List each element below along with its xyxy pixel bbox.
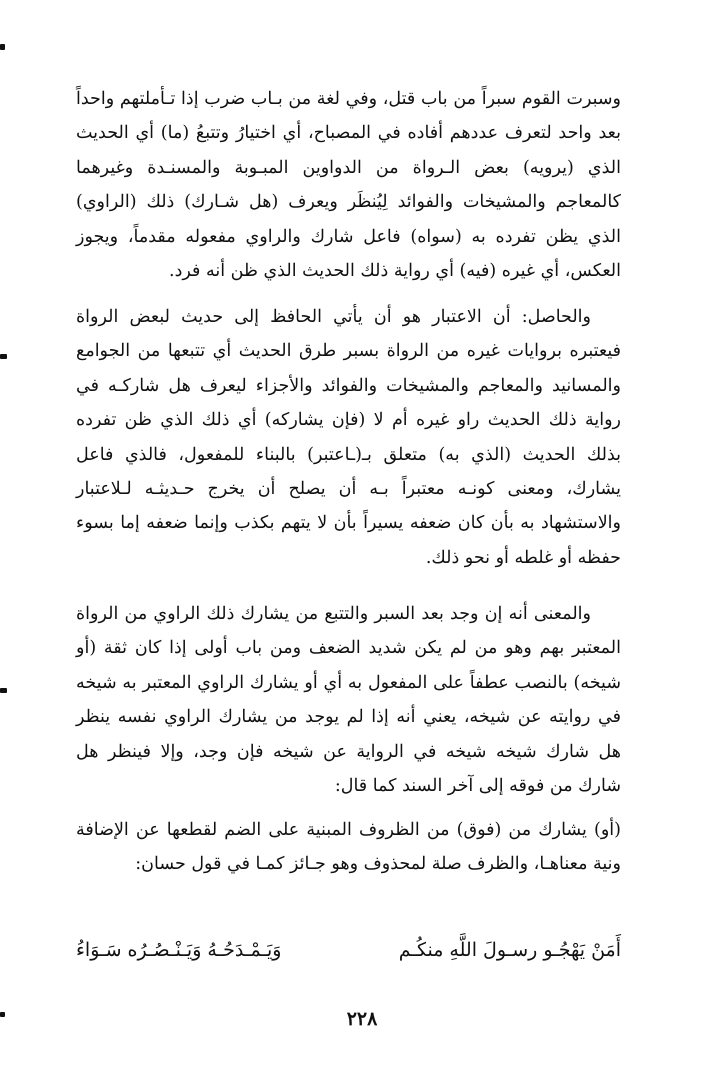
page-number: ٢٢٨: [346, 1008, 378, 1030]
margin-mark-middle-1: [0, 354, 7, 359]
paragraph-1-block: [76, 82, 621, 288]
margin-mark-top: [0, 44, 5, 50]
verse-first-hemistich: أَمَنْ يَهْجُـو رسـولَ اللَّهِ منكُـم: [398, 939, 621, 961]
paragraph-4: (أو) يشارك من (فوق) من الظروف المبنية على الضم لقطعها عن الإضافة ونية معناهـا، والظرف صلة لمحذوف وهو جـائز كمـا في قول حسان:: [76, 820, 621, 875]
paragraph-4-block: [76, 813, 621, 882]
poetry-verse: [76, 932, 621, 968]
margin-mark-middle-2: [0, 688, 7, 693]
paragraph-2: والحاصل: أن الاعتبار هو أن يأتي الحافظ إلى حديث لبعض الرواة فيعتبره بروايات غيره من الرواة بسبر طرق الحديث أي تتبعها من الجوامع والمسانيد والمعاجم والمشيخات والفوائد والأجزاء ليعرف هل شاركـه في رواية ذلك الحديث راو غيره أم لا (فإن يشاركه) أي ذلك الذي ظن تفرده بذلك الحديث (الذي به) متعلق بـ(ـاعتبر) بالبناء للمفعول، فالذي فاعل يشارك، ومعنى كونـه معتبراً بـه أن يصلح أن يخرج حـديثـه لـلاعتبار والاستشهاد به بأن كان ضعفه يسيراً بأن لا يتهم بكذب وإنما ضعفه إما بسوء حفظه أو غلطه أو نحو ذلك.: [76, 307, 621, 568]
paragraph-2-block: [76, 300, 621, 575]
paragraph-3: والمعنى أنه إن وجد بعد السبر والتتبع من يشارك ذلك الراوي من الرواة المعتبر بهم وهو من لم يكن شديد الضعف ومن باب أولى إذا كان ثقة (أو شيخه) بالنصب عطفاً على المفعول به أي أو يشارك الراوي المعتبر به شيخه في روايته عن شيخه، يعني أنه إذا لم يوجد من يشارك الراوي نفسه ينظر هل شارك شيخه شيخه في الرواية عن شيخه فإن وجد، وإلا فينظر هل شارك من فوقه إلى آخر السند كما قال:: [76, 604, 621, 797]
paragraph-1: وسبرت القوم سبراً من باب قتل، وفي لغة من بـاب ضرب إذا تـأملتهم واحداً بعد واحد لتعرف عددهم أفاده في المصباح، أي اختيارُ وتتبعُ (ما) أي الحديث الذي (يرويه) بعض الـرواة من الدواوين المبـوبة والمسنـدة وغيرهما كالمعاجم والمشيخات والفوائد لِيُنظَر ويعرف (هل شـارك) ذلك (الراوي) الذي يظن تفرده به (سواه) فاعل شارك والراوي مفعوله مقدماً، ويجوز العكس، أي غيره (فيه) أي رواية ذلك الحديث الذي ظن أنه فرد.: [76, 89, 621, 282]
paragraph-3-block: [76, 597, 621, 803]
verse-second-hemistich: وَيَـمْـدَحُـهُ وَيَـنْـصُـرُه سَـوَاءُ: [76, 939, 282, 961]
